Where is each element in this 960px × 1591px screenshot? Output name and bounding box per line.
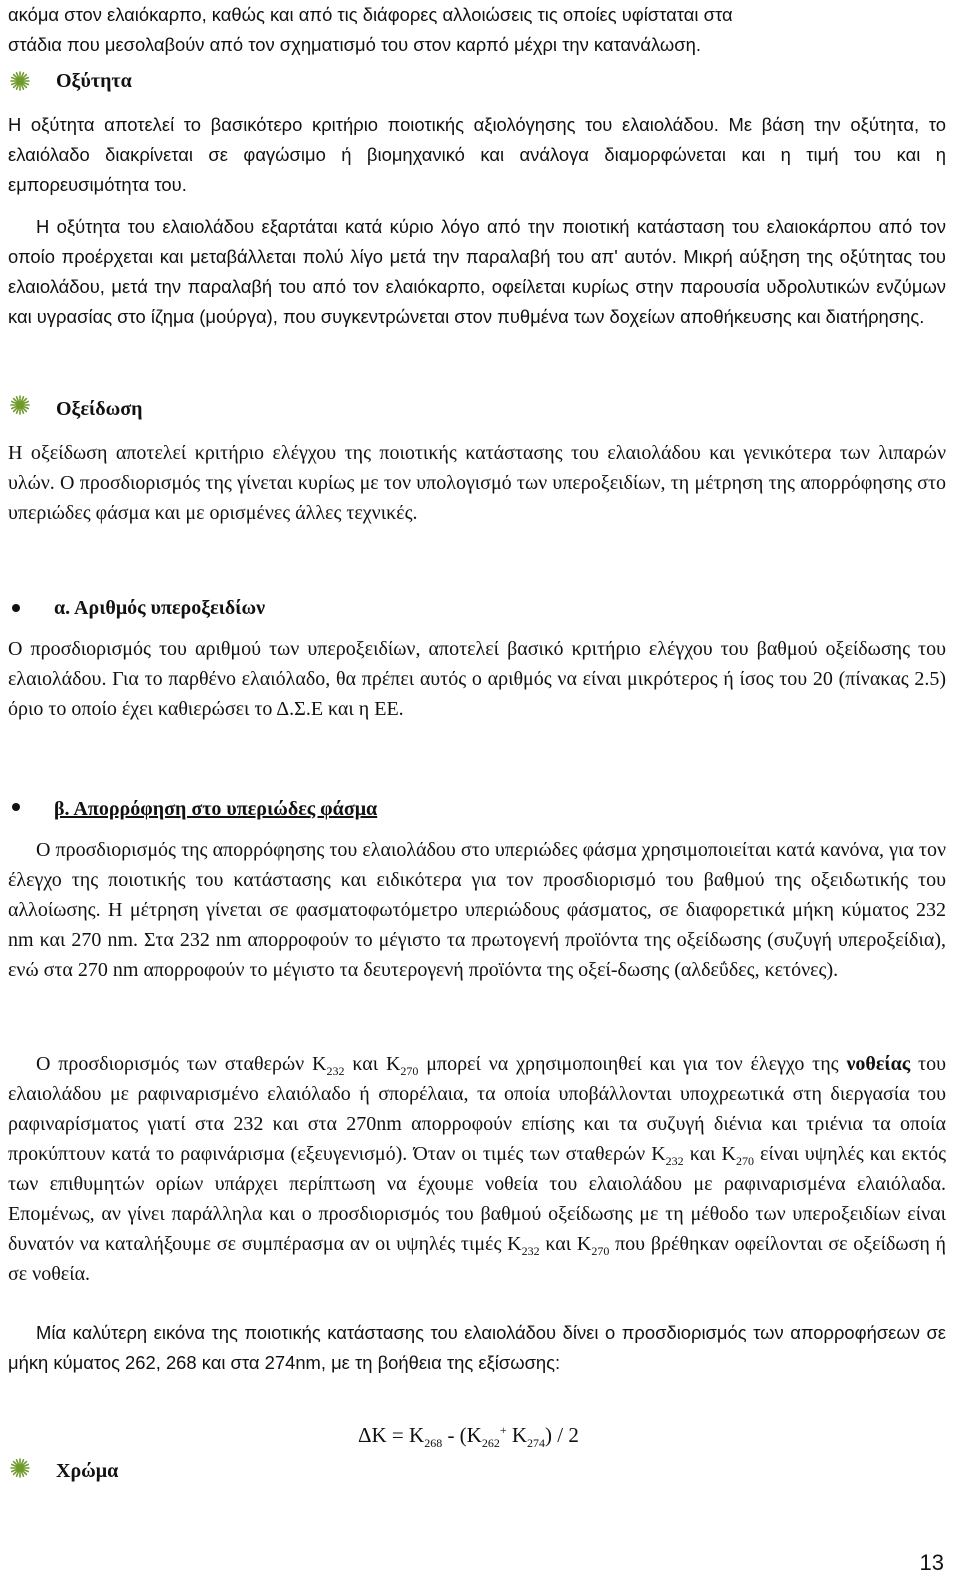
intro-paragraph	[8, 0, 946, 60]
k270-subscript: 270	[400, 1064, 419, 1078]
bullet-burst-icon	[10, 1458, 30, 1478]
color-heading: Χρώμα	[56, 1460, 119, 1482]
list-bullet	[12, 803, 20, 811]
adulteration-term: νοθείας	[846, 1053, 911, 1075]
page-number: 13	[919, 1550, 944, 1575]
bullet-burst-icon	[10, 71, 30, 91]
oxidation-paragraph: Η οξείδωση αποτελεί κριτήριο ελέγχου της ποιοτικής κατάστασης του ελαιολάδου και γενικότερα των λιπαρών υλών. Ο προσδιορισμός της γίνεται κυρίως με τον υπολογισμό των υπεροξειδίων, τη μέτρηση της απορρόφησης στο υπεριώδες φάσμα και με ορισμένες άλλες τεχνικές.	[8, 442, 946, 524]
acidity-heading: Οξύτητα	[56, 70, 132, 92]
oxidation-heading: Οξείδωση	[56, 398, 143, 420]
intro-line-1: ακόμα στον ελαιόκαρπο, καθώς και από τις διάφορες αλλοιώσεις τις οποίες υφίσταται στα	[8, 4, 733, 25]
peroxide-heading: α. Αριθμός υπεροξειδίων	[54, 597, 266, 619]
list-bullet	[12, 604, 20, 612]
bullet-burst-icon	[10, 395, 30, 415]
uv-paragraph-3: Μία καλύτερη εικόνα της ποιοτικής κατάστασης του ελαιολάδου δίνει ο προσδιορισμός των απορροφήσεων σε μήκη κύματος 262, 268 και στα 274nm, με τη βοήθεια της εξίσωσης:	[8, 1322, 946, 1373]
acidity-paragraph-2: Η οξύτητα του ελαιολάδου εξαρτάται κατά κύριο λόγο από την ποιοτική κατάσταση του ελαιοκάρπου από τον οποίο προέρχεται και μεταβάλλεται πολύ λίγο μετά την παραλαβή του απ' αυτόν. Μικρή αύξηση της οξύτητας του ελαιολάδου, μετά την παραλαβή του από τον ελαιόκαρπο, οφείλεται κυρίως στην παρουσία υδρολυτικών ενζύμων και υγρασίας στο ίζημα (μούργα), που συγκεντρώνεται στον πυθμένα των δοχείων αποθήκευσης και διατήρησης.	[8, 216, 946, 327]
delta-k-equation: $\Delta K = K_{268} - (K_{262}^+$ $K_{274}) / 2$	[358, 1423, 579, 1451]
acidity-paragraph-1: Η οξύτητα αποτελεί το βασικότερο κριτήριο ποιοτικής αξιολόγησης του ελαιολάδου. Με βάση την οξύτητα, το ελαιόλαδο διακρίνεται σε φαγώσιμο ή βιομηχανικό και ανάλογα διαμορφώνεται και η τιμή του και η εμπορευσιμότητα του.	[8, 114, 946, 195]
intro-line-2: στάδια που μεσολαβούν από τον σχηματισμό του στον καρπό μέχρι την κατανάλωση.	[8, 34, 701, 55]
uv-paragraph-1: Ο προσδιορισμός της απορρόφησης του ελαιολάδου στο υπεριώδες φάσμα χρησιμοποιείται κατά κανόνα, για τον έλεγχο της ποιοτικής του κατάστασης και ειδικότερα για τον προσδιορισμό του βαθμού της οξειδωτικής του αλλοίωσης. Η μέτρηση γίνεται σε φασματοφωτόμετρο υπεριώδους φάσματος, σε διαφορετικά μήκη κύματος 232 nm και 270 nm. Στα 232 nm απορροφούν το μέγιστο τα πρωτογενή προϊόντα της οξείδωσης (συζυγή υπεροξείδια), ενώ στα 270 nm απορροφούν το μέγιστο τα δευτερογενή προϊόντα της οξεί-δωσης (αλδεΰδες, κετόνες).	[8, 839, 946, 981]
peroxide-paragraph: Ο προσδιορισμός του αριθμού των υπεροξειδίων, αποτελεί βασικό κριτήριο ελέγχου του βαθμού οξείδωσης του ελαιολάδου. Για το παρθένο ελαιόλαδο, θα πρέπει αυτός ο αριθμός να είναι μικρότερος ή ίσος του 20 (πίνακας 2.5) όριο το οποίο έχει καθιερώσει το Δ.Σ.Ε και η ΕΕ.	[8, 638, 946, 720]
uv-paragraph-2: Ο προσδιορισμός των σταθερών $K_{232}$ και $K_{270}$ μπορεί να χρησιμοποιηθεί και για τον έλεγχο της νοθείας του ελαιολάδου με ραφιναρισμένο ελαιόλαδο ή σπορέλαια, τα οποία υποβάλλονται υποχρεωτικά στη διεργασία του ραφιναρίσματος γιατί στα 232 και στα 270nm απορροφούν επίσης και τα συζυγή διένια και τριένια τα οποία προκύπτουν κατά το ραφινάρισμα (εξευγενισμό). Όταν οι τιμές των σταθερών $K_{232}$ και $K_{270}$ είναι υψηλές και εκτός των επιθυμητών ορίων υπάρχει περίπτωση να έχουμε νοθεία του ελαιολάδου με ραφιναρισμένα ελαιόλαδα. Επομένως, αν γίνει παράλληλα και ο προσδιορισμός του βαθμού οξείδωσης με τη μέθοδο των υπεροξειδίων είναι δυνατόν να καταλήξουμε σε συμπέρασμα αν οι υψηλές τιμές $K_{232}$ και $K_{270}$ που βρέθηκαν οφείλονται σε οξείδωση ή σε νοθεία.	[8, 1053, 947, 1285]
k232-subscript: 232	[326, 1064, 345, 1078]
uv-heading: β. Απορρόφηση στο υπεριώδες φάσμα	[54, 798, 378, 820]
